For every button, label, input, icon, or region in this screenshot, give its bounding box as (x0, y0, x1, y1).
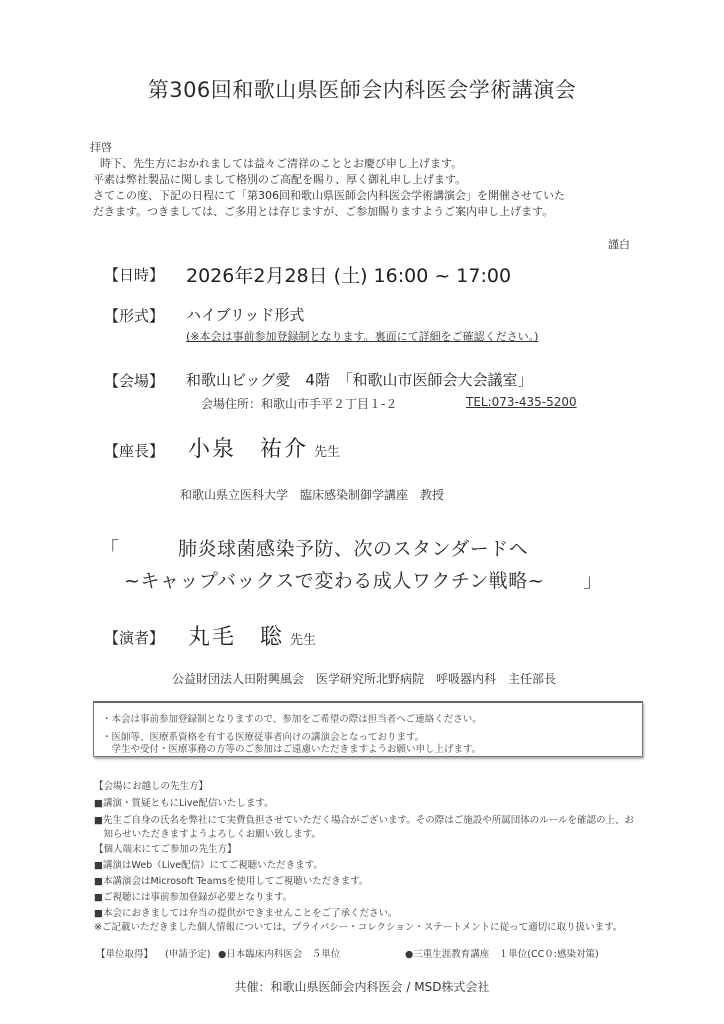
chair-name: 小泉 祐介 (188, 437, 309, 462)
online-item-5: ※ご記載いただきました個人情報については、プライバシー・コレクション・ステートメントに従って適切に取り扱います。 (94, 922, 623, 933)
speaker-label: 【演者】 (104, 629, 165, 647)
speaker-name: 丸毛 聡 (188, 625, 285, 650)
chair-name-block (188, 432, 340, 463)
online-heading: 【個人端末にてご参加の先生方】 (94, 844, 237, 855)
sponsor-line: 共催：和歌山県医師会内科医会 / MSD株式会社 (234, 980, 490, 994)
greeting-line-4: だきます。つきましては、ご多用とは存じますが、ご参加賜りますようご案内申し上げます。 (93, 205, 554, 218)
topic-line-2: ~キャップバックスで変わる成人ワクチン戦略~ 」 (124, 570, 603, 592)
greeting-opening: 拝啓 (90, 141, 112, 154)
online-item-3: ■ご視聴には事前参加登録が必要となります。 (94, 892, 293, 903)
venue-label: 【会場】 (104, 372, 165, 390)
page-title: 第306回和歌山県医師会内科医会学術講演会 (147, 78, 577, 102)
greeting-line-3: さてこの度、下記の日程にて「第306回和歌山県医師会内科医会学術講演会」を開催させていた (93, 189, 565, 202)
notice-line-2: ・医師等、医療系資格を有する医療従事者向けの講演会となっております。 (102, 732, 425, 743)
credits-status: (申請予定) (165, 949, 211, 960)
online-item-1: ■講演はWeb（Live配信）にてご視聴いただきます。 (94, 860, 323, 871)
venue-value: 和歌山ビッグ愛 4階 「和歌山市医師会大会議室」 (186, 371, 533, 389)
venue-address: 会場住所：和歌山市手平２丁目１-２ (201, 397, 398, 411)
datetime-value: 2026年2月28日 (土) 16:00 ~ 17:00 (186, 265, 512, 287)
venue-tel: TEL:073-435-5200 (466, 395, 577, 409)
onsite-item-2: ■先生ご自身の氏名を弊社にて実費負担させていただく場合がございます。その際はご施設や所属団体のルールを確認の上、お (94, 815, 635, 826)
online-item-4: ■本会におきましては弁当の提供ができませんことをご了承ください。 (94, 908, 398, 919)
format-note: (※本会は事前参加登録制となります。裏面にて詳細をご確認ください。) (186, 330, 539, 343)
topic-line-1: 「 肺炎球菌感染予防、次のスタンダードへ (100, 538, 529, 560)
credits-item-2: ●三重生涯教育講座 １単位(CC０:感染対策) (405, 949, 599, 960)
credits-item-1: ●日本臨床内科医会 ５単位 (218, 949, 341, 960)
credits-label: 【単位取得】 (96, 949, 154, 960)
notice-line-3: 学生や受付・医療事務の方等のご参加はご遠慮いただきますようお願い申し上げます。 (102, 744, 482, 755)
chair-label: 【座長】 (104, 442, 165, 460)
onsite-item-1: ■講演・質疑ともにLive配信いたします。 (94, 798, 274, 809)
greeting-closing: 謹白 (608, 238, 630, 251)
speaker-name-block (188, 620, 316, 651)
speaker-honorific: 先生 (290, 633, 317, 648)
format-label: 【形式】 (104, 307, 165, 325)
notice-line-1: ・本会は事前参加登録制となりますので、参加をご希望の際は担当者へご連絡ください。 (102, 714, 482, 725)
greeting-line-2: 平素は弊社製品に関しまして格別のご高配を賜り、厚く御礼申し上げます。 (93, 173, 467, 186)
chair-affiliation: 和歌山県立医科大学 臨床感染制御学講座 教授 (180, 488, 445, 502)
onsite-heading: 【会場にお越しの先生方】 (94, 781, 209, 792)
chair-honorific: 先生 (314, 445, 341, 460)
online-item-2: ■本講演会はMicrosoft Teamsを使用してご視聴いただきます。 (94, 876, 369, 887)
datetime-label: 【日時】 (104, 266, 165, 284)
onsite-item-3: 知らせいただきますようよろしくお願い致します。 (94, 829, 321, 840)
notice-box (93, 701, 643, 757)
greeting-line-1: 時下、先生方におかれましては益々ご清祥のこととお慶び申し上げます。 (100, 157, 463, 170)
speaker-affiliation: 公益財団法人田附興風会 医学研究所北野病院 呼吸器内科 主任部長 (172, 672, 557, 686)
format-value: ハイブリッド形式 (186, 306, 305, 324)
